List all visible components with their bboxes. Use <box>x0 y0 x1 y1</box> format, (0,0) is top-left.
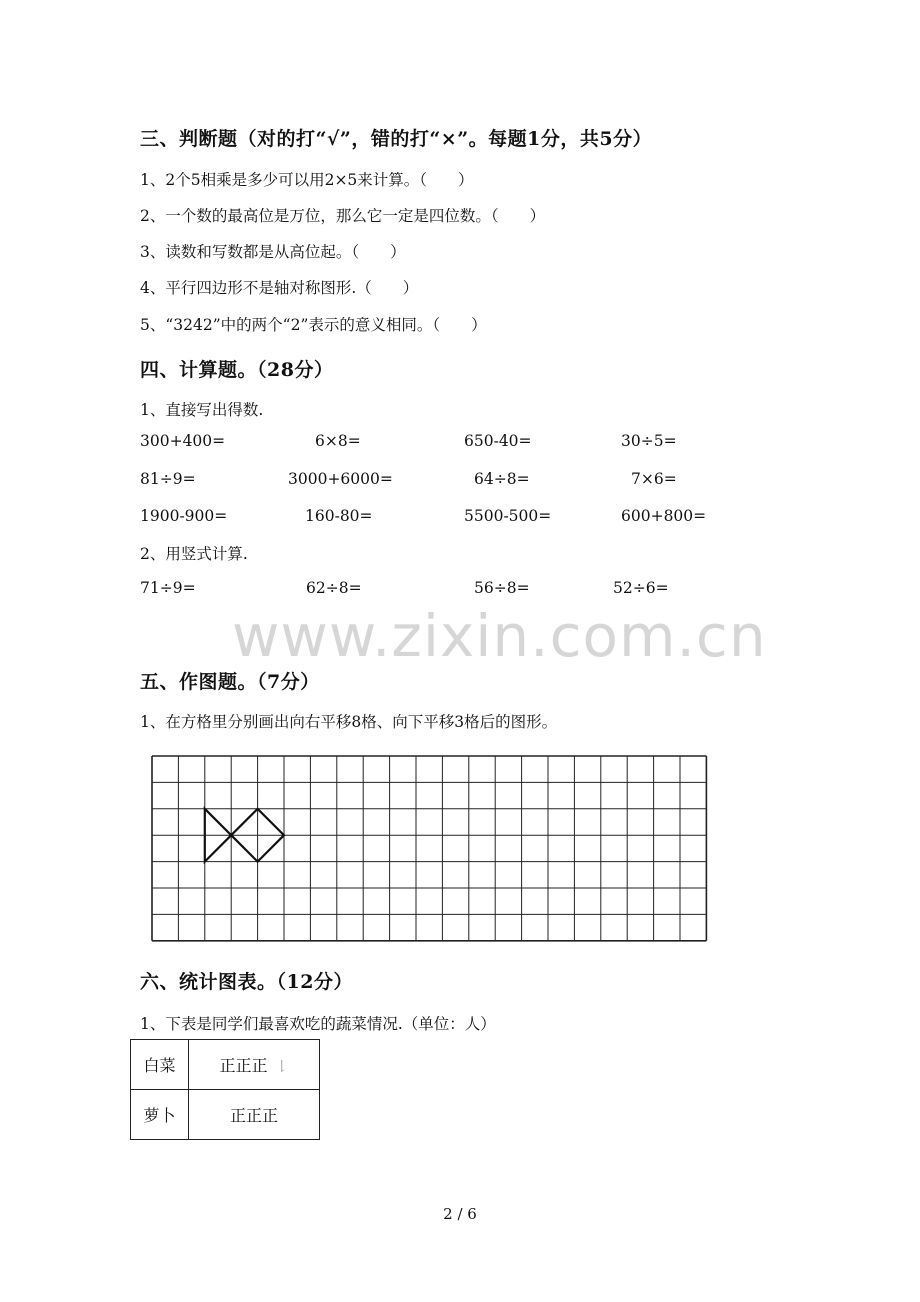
calc-expression: 5500-500= <box>464 507 552 525</box>
stats-q1-title: 1、下表是同学们最喜欢吃的蔬菜情况.（单位：人） <box>140 1015 496 1033</box>
calc-expression: 650-40= <box>464 432 532 450</box>
calc-expression: 64÷8= <box>474 470 530 488</box>
vertical-calc-expression: 71÷9= <box>140 579 196 597</box>
calc-q1-title: 1、直接写出得数. <box>140 401 264 419</box>
calc-expression: 3000+6000= <box>288 470 393 488</box>
calc-expression: 300+400= <box>140 432 226 450</box>
calc-q2-title: 2、用竖式计算. <box>140 545 248 563</box>
calc-expression: 6×8= <box>315 432 361 450</box>
calc-expression: 30÷5= <box>621 432 677 450</box>
calc-expression: 7×6= <box>631 470 677 488</box>
section-4-heading: 四、计算题。（28分） <box>140 359 334 381</box>
square-grid[interactable] <box>150 754 708 948</box>
watermark: www.zixin.com.cn <box>232 602 767 670</box>
vertical-calc-expression: 56÷8= <box>474 579 530 597</box>
tally-cell <box>189 1040 320 1090</box>
vegetable-tally-table <box>130 1039 320 1140</box>
grid-canvas[interactable] <box>150 754 708 944</box>
drawing-q1-title: 1、在方格里分别画出向右平移8格、向下平移3格后的图形。 <box>140 713 558 731</box>
vertical-calc-expression: 52÷6= <box>613 579 669 597</box>
vegetable-name: 白菜 <box>131 1040 189 1090</box>
tally-marks: 正正正 <box>219 1056 268 1075</box>
tally-partial-mark: 𠄌 <box>275 1060 289 1075</box>
tally-marks: 正正正 <box>229 1106 278 1125</box>
section-6-heading: 六、统计图表。（12分） <box>140 971 353 993</box>
judgement-item-4: 4、平行四边形不是轴对称图形.（ ） <box>140 279 419 297</box>
judgement-item-5: 5、“3242”中的两个“2”表示的意义相同。（ ） <box>140 316 487 334</box>
page-number: 2 / 6 <box>443 1205 477 1223</box>
calc-expression: 600+800= <box>621 507 707 525</box>
judgement-item-1: 1、2个5相乘是多少可以用2×5来计算。（ ） <box>140 171 474 189</box>
judgement-item-3: 3、读数和写数都是从高位起。（ ） <box>140 243 406 261</box>
calc-expression: 1900-900= <box>140 507 228 525</box>
vertical-calc-expression: 62÷8= <box>306 579 362 597</box>
judgement-item-2: 2、一个数的最高位是万位，那么它一定是四位数。（ ） <box>140 207 546 225</box>
tally-cell <box>189 1090 320 1140</box>
table-row <box>131 1090 320 1140</box>
section-5-heading: 五、作图题。（7分） <box>140 671 320 693</box>
calc-expression: 160-80= <box>305 507 373 525</box>
calc-expression: 81÷9= <box>140 470 196 488</box>
vegetable-name: 萝卜 <box>131 1090 189 1140</box>
table-row <box>131 1040 320 1090</box>
section-3-heading: 三、判断题（对的打“√”，错的打“×”。每题1分，共5分） <box>140 128 653 150</box>
